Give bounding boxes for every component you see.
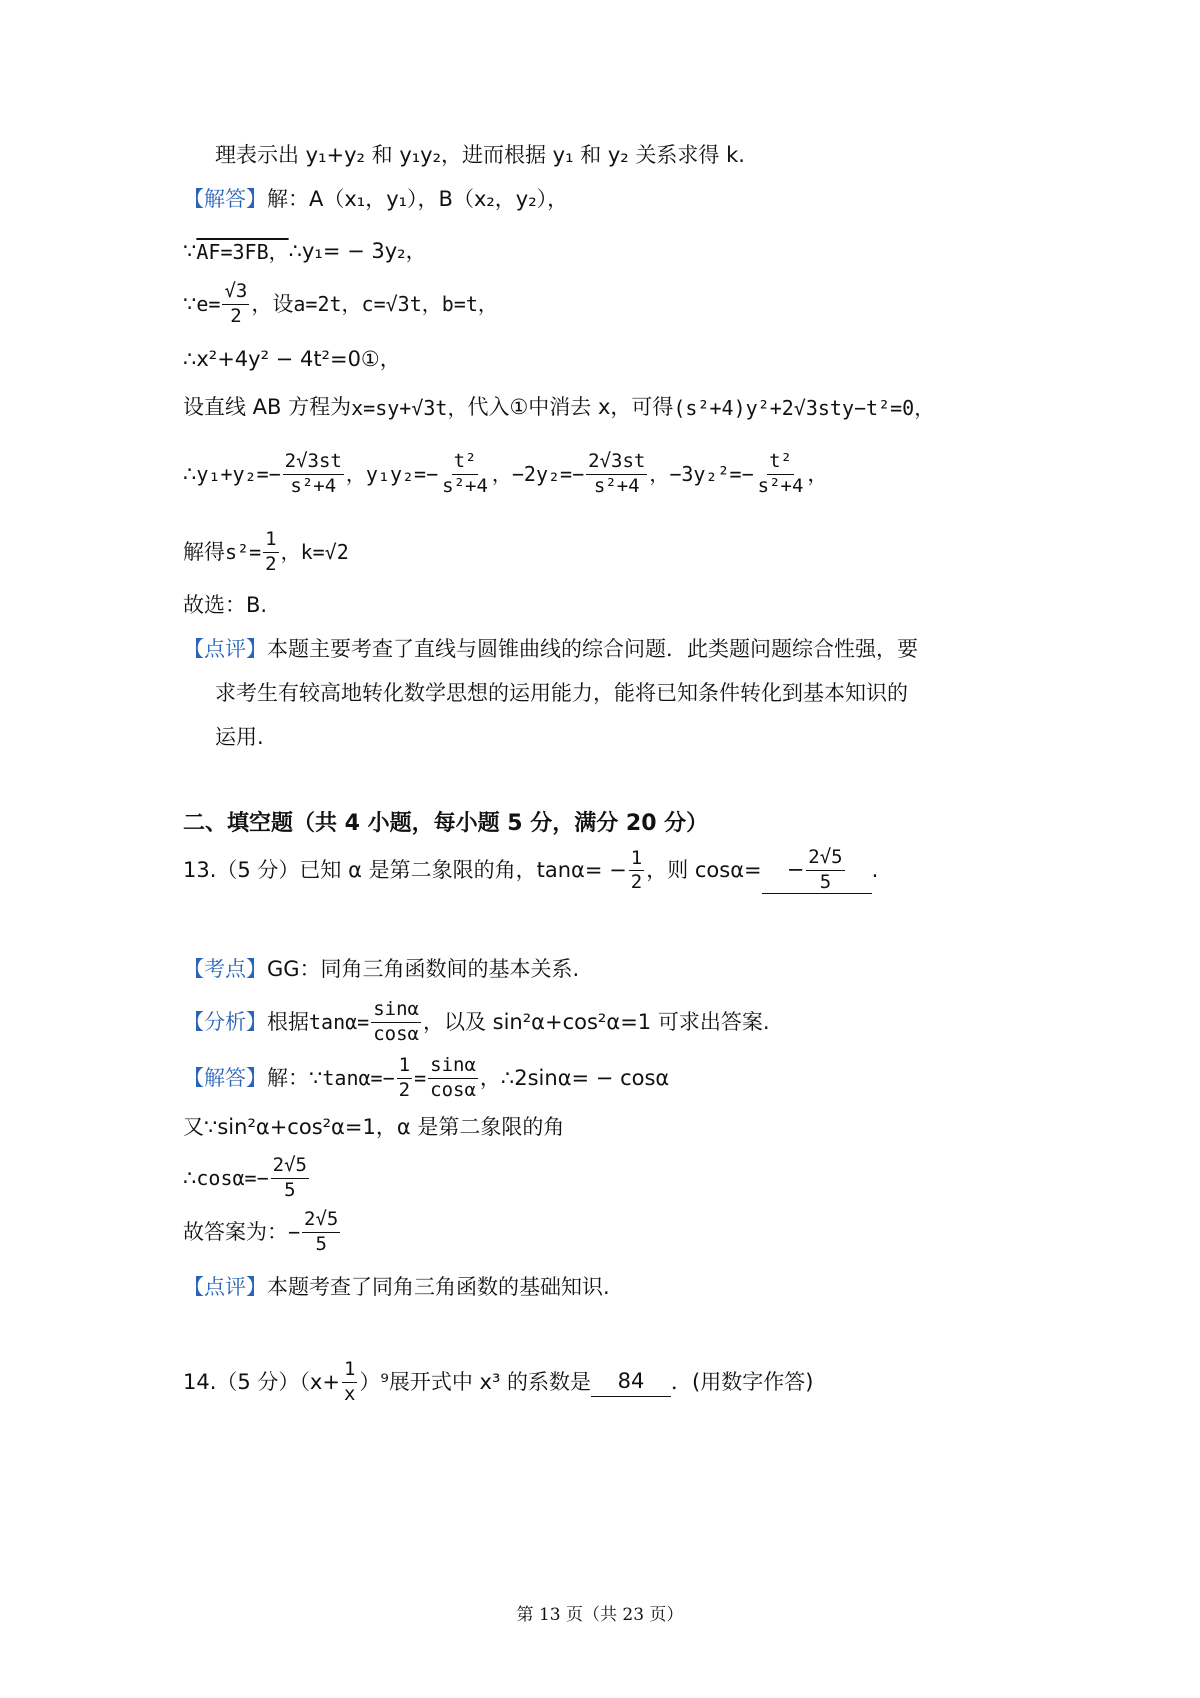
analysis-tag: 【分析】 [183,1009,267,1034]
fraction: $\frac{2√3st}{\text{s²+4}}$ [588,450,646,497]
intro-line: 理表示出 y₁+y₂ 和 y₁y₂，进而根据 y₁ 和 y₂ 关系求得 k. [215,143,745,167]
q13-line3: ∴ cosα=− $\frac{2√5}{5}$ [183,1154,307,1201]
section-heading: 二、填空题（共 4 小题，每小题 5 分，满分 20 分） [183,811,709,836]
vector-equation: AF=3FB， [196,239,289,264]
q12-line-vector: ∵ AF=3FB， ∴y₁= − 3y₂， [183,239,427,264]
q12-line-equation: ∴x²+4y² − 4t²=0①， [183,347,401,371]
fraction: $\frac{1}{2}$ [265,528,277,575]
q13-point: 【考点】 GG：同角三角函数间的基本关系. [183,956,579,983]
fraction: $\frac{1}{2}$ [630,846,643,894]
comment-tag: 【点评】 [183,637,267,661]
q13-comment: 【点评】 本题考查了同角三角函数的基础知识. [183,1274,610,1301]
fraction: $\frac{2√3st}{\text{s²+4}}$ [284,450,342,497]
q12-answer: 故选：B. [183,593,268,617]
fraction: $\frac{\text{t²}}{\text{s²+4}}$ [757,450,804,497]
fraction: $\frac{\sin\alpha}{\cos\alpha}$ [430,1054,476,1101]
q13-question: 13.（5 分）已知 α 是第二象限的角，tanα= − $\frac{1}{2}$ ，则 cosα= − $\frac{2√5}{5}$ . [183,846,879,894]
q13-answer: 故答案为： − $\frac{2√5}{5}$ [183,1208,339,1255]
q12-line-eccentricity: ∵ e= $\frac{√3}{2}$ ，设 a=2t ，c=√3t，b=t， [183,280,498,327]
q14-question: 14.（5 分）（x+ $\frac{1}{x}$ ）⁹展开式中 x³ 的系数是 84 ．(用数字作答) [183,1358,814,1405]
point-tag: 【考点】 [183,957,267,981]
q13-line2: 又∵sin²α+cos²α=1，α 是第二象限的角 [183,1115,565,1139]
fraction: $\frac{2√5}{5}$ [272,1154,307,1201]
q12-solution-head: 【解答】 解：A（x₁，y₁），B（x₂，y₂）， [183,186,568,213]
q13-analysis: 【分析】 根据 tanα= $\frac{\sin\alpha}{\cos\alpha}$ ，以及 sin²α+cos²α=1 可求出答案. [183,998,770,1045]
answer-blank: 84 [591,1368,671,1396]
q12-comment: 【点评】 本题主要考查了直线与圆锥曲线的综合问题．此类题问题综合性强，要 [183,636,918,663]
page-footer: 第 13 页（共 23 页） [516,1605,684,1625]
fraction: $\frac{2√5}{5}$ [808,846,843,893]
fraction: $\frac{2√5}{5}$ [304,1208,339,1255]
fraction: $\frac{1}{x}$ [343,1358,356,1405]
q13-solution: 【解答】 解：∵ tanα=− $\frac{1}{2}$ = $\frac{\sin\alpha}{\cos\alpha}$ ，∴2sinα= − cosα [183,1054,670,1101]
q12-line-line-ab: 设直线 AB 方程为 x=sy+√3t， 代入①中消去 x，可得 (s²+4)y²+2√3sty−t²=0， [183,395,935,420]
comment-tag: 【点评】 [183,1275,267,1299]
solution-tag: 【解答】 [183,1065,267,1090]
fraction: $\frac{\sin\alpha}{\cos\alpha}$ [373,998,419,1045]
fraction: $\frac{\text{t²}}{\text{s²+4}}$ [442,450,488,497]
q12-line-vieta: ∴ y₁+y₂=− $\frac{2√3st}{\text{s²+4}}$ ，y₁y₂=− $\frac{\text{t²}}{\text{s²+4}}$ ，−2y₂=− $\frac{2√3st}{\text{s²+4}}$ ，−3y₂²=− $\frac{\text{t²}}{\text{s²+4}}$ ， [183,450,829,497]
q12-line-result: 解得 s²= $\frac{1}{2}$ ，k=√2 [183,528,349,575]
q12-comment-line3: 运用. [215,725,264,749]
fraction: $\frac{1}{2}$ [398,1054,411,1101]
answer-blank: − $\frac{2√5}{5}$ [762,848,872,894]
fraction: $\frac{√3}{2}$ [224,280,248,327]
solution-tag: 【解答】 [183,187,267,211]
q12-comment-line2: 求考生有较高地转化数学思想的运用能力，能将已知条件转化到基本知识的 [215,681,908,705]
